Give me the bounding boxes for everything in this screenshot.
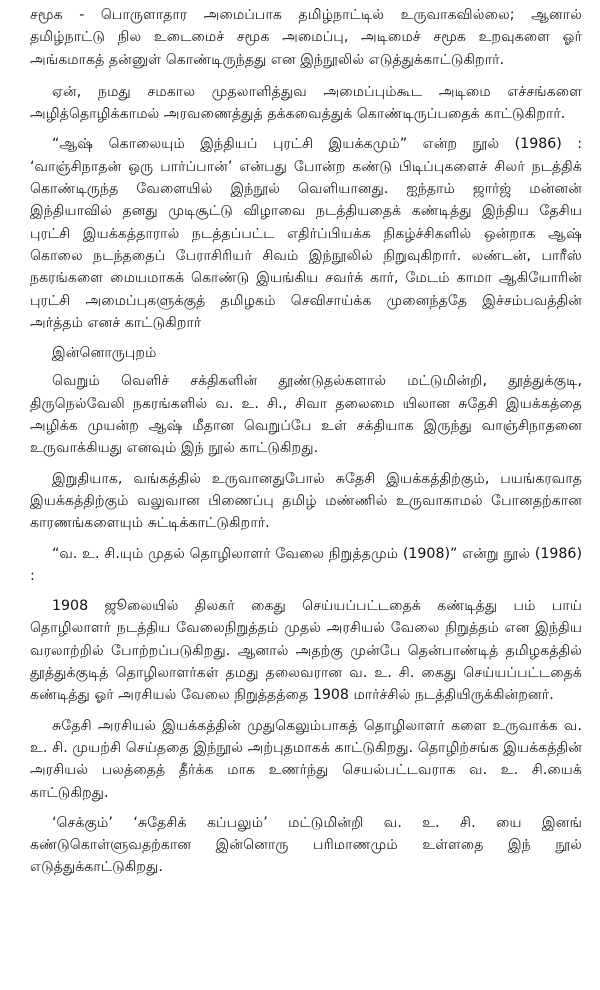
paragraph-3: “ஆஷ் கொலையும் இந்தியப் புரட்சி இயக்கமும்” என்ற நூல் (1986) : ‘வாஞ்சிநாதன் ஒரு பார்ப்பான்’ என்பது போன்ற கண்டு பிடிப்புகளைச் சிலர் நடத்திக் கொண்டிருந்த வேளையில் இந்நூல் வெளியானது. ஐந்தாம் ஜார்ஜ் மன்னன் இந்தியாவில் தனது முடிசூட்டு விழாவை நடத்தியதைக் கண்டித்து இந்திய தேசிய புரட்சி இயக்கத்தாரால் நடத்தப்பட்ட எதிர்ப்பியக்க நிகழ்ச்சிகளில் ஒன்றாக ஆஷ் கொலை நடந்ததைப் பேராசிரியர் சிவம் இந்நூலில் நிறுவுகிறார். லண்டன், பாரீஸ் நகரங்களை மையமாகக் கொண்டு இயங்கிய சவர்க் கார், மேடம் காமா ஆகியோரின் புரட்சி அமைப்புகளுக்குத் தமிழகம் செவிசாய்க்க முனைந்ததே இச்சம்பவத்தின் அர்த்தம் எனச் காட்டுகிறார் bbox=[30, 136, 582, 331]
paragraph-1: சமூக - பொருளாதார அமைப்பாக தமிழ்நாட்டில் உருவாகவில்லை; ஆனால் தமிழ்நாட்டு நில உடைமைச் சமூக அமைப்பு, அடிமைச் சமூக உறவுகளை ஓர் அங்கமாகத் தன்னுள் கொண்டிருந்தது என இந்நூலில் எடுத்துக்காட்டுகிறார். bbox=[30, 7, 582, 68]
paragraph-6: “வ. உ. சி.யும் முதல் தொழிலாளர் வேலை நிறுத்தமும் (1908)” என்று நூல் (1986) : bbox=[30, 545, 582, 584]
paragraph-9: ‘செக்கும்’ ‘சுதேசிக் கப்பலும்’ மட்டுமின்றி வ. உ. சி. யை இனங் கண்டுகொள்ளுவதற்கான இன்னொரு பரிமாணமும் உள்ளதை இந் நூல் எடுத்துக்காட்டுகிறது. bbox=[30, 814, 582, 876]
paragraph-7: 1908 ஜூலையில் திலகர் கைது செய்யப்பட்டதைக் கண்டித்து பம் பாய் தொழிலாளர் நடத்திய வேலைநிறுத்தம் முதல் அரசியல் வேலை நிறுத்தம் என இந்திய வரலாற்றில் போற்றப்படுகிறது. ஆனால் அதற்கு முன்பே தென்பாண்டித் தமிழகத்தில் தூத்துக்குடித் தொழிலாளர்கள் தமது தலைவரான வ. உ. சி. கைது செய்யப்பட்டதைக் கண்டித்து ஓர் அரசியல் வேலை நிறுத்தத்தை 1908 மார்ச்சில் நடத்தியிருக்கின்றனர். bbox=[30, 598, 582, 704]
subheading: இன்னொருபுறம் bbox=[52, 345, 157, 362]
paragraph-8: சுதேசி அரசியல் இயக்கத்தின் முதுகெலும்பாகத் தொழிலாளர் களை உருவாக்க வ. உ. சி. முயற்சி செய்ததை இந்நூல் அற்புதமாகக் காட்டுகிறது. தொழிற்சங்க இயக்கத்தின் அரசியல் பலத்தைத் தீர்க்க மாக உணர்ந்து செயல்பட்டவராக வ. உ. சி.யைக் காட்டுகிறது. bbox=[30, 717, 582, 801]
paragraph-4: வெறும் வெளிச் சக்திகளின் தூண்டுதல்களால் மட்டுமின்றி, தூத்துக்குடி, திருநெல்வேலி நகரங்களில் வ. உ. சி., சிவா தலைமை யிலான சுதேசி இயக்கத்தை அழிக்க முயன்ற ஆஷ் மீதான வெறுப்பே உள் சக்தியாக இருந்து வாஞ்சிநாதனை உருவாக்கியது எனவும் இந் நூல் காட்டுகிறது. bbox=[30, 373, 582, 457]
paragraph-5: இறுதியாக, வங்கத்தில் உருவானதுபோல் சுதேசி இயக்கத்திற்கும், பயங்கரவாத இயக்கத்திற்கும் வலுவான பிணைப்பு தமிழ் மண்ணில் உருவாகாமல் போனதற்கான காரணங்களையும் சுட்டிக்காட்டுகிறார். bbox=[30, 470, 582, 532]
paragraph-2: ஏன், நமது சமகால முதலாளித்துவ அமைப்பும்கூட அடிமை எச்சங்களை அழித்தொழிக்காமல் அரவணைத்துத் தக்கவைத்துக் கொண்டிருப்பதைக் காட்டுகிறார். bbox=[30, 83, 582, 123]
